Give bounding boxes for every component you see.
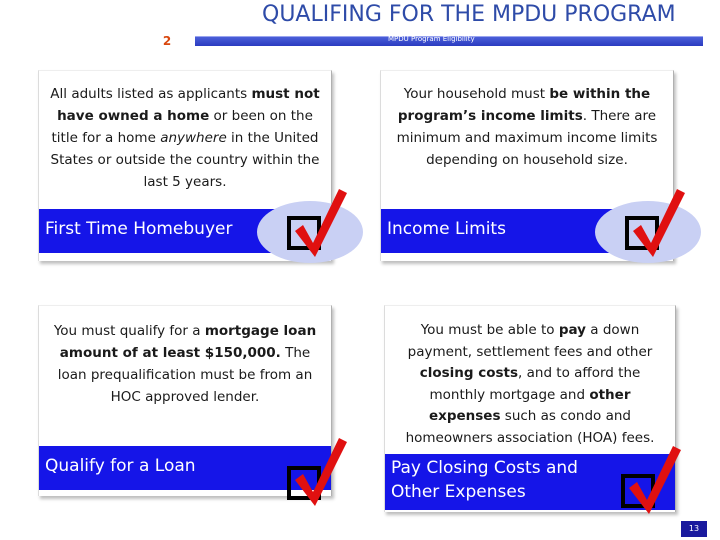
text-segment: , and to afford the monthly mortgage and [429,365,641,403]
text-segment: You must qualify for a [53,323,205,339]
checkmark-icon [291,185,351,260]
text-emphasis: must not have owned a home [57,86,320,124]
text-segment: a down payment, settlement fees and other [407,322,653,360]
text-segment: All adults listed as applicants [50,86,252,102]
card-qualify-for-loan [38,305,332,496]
text-emphasis: be within the program’s income limits [397,86,651,124]
card-first-time-homebuyer [38,70,332,261]
page-title: QUALIFING FOR THE MPDU PROGRAM [262,2,676,27]
checkmark-icon [291,434,351,509]
page-number: 13 [681,521,707,537]
text-emphasis: mortgage loan amount of at least $150,000. [59,323,317,361]
text-segment: in the United States or outside the country within the last 5 years. [50,130,320,190]
header-subtitle: MPDU Program Eligibility [388,35,475,43]
card-income-limits [380,70,674,261]
text-segment: such as condo and homeowners association (HOA) fees. [405,408,655,446]
text-segment: You must be able to [420,322,559,338]
text-emphasis: pay [558,322,586,338]
card-description [389,83,665,171]
card-label: First Time Homebuyer [45,219,233,239]
slide-number: 2 [162,34,172,48]
card-label: Pay Closing Costs and Other Expenses [391,458,578,502]
text-segment: Your household must [403,86,550,102]
card-description [47,83,323,193]
card-label: Income Limits [387,219,506,239]
card-description [47,320,323,408]
card-label: Qualify for a Loan [45,456,196,476]
card-closing-costs [384,305,676,512]
text-segment: . There are minimum and maximum income limits depending on household size. [396,108,658,168]
text-emphasis: closing costs [419,365,519,381]
text-emphasis: anywhere [160,130,227,146]
text-segment: The loan prequalification must be from an HOC approved lender. [57,345,313,405]
card-description [393,320,667,449]
checkmark-icon [625,442,685,517]
text-segment: or been on the title for a home [51,108,313,146]
checkmark-icon [629,185,689,260]
text-emphasis: other expenses [428,386,631,424]
